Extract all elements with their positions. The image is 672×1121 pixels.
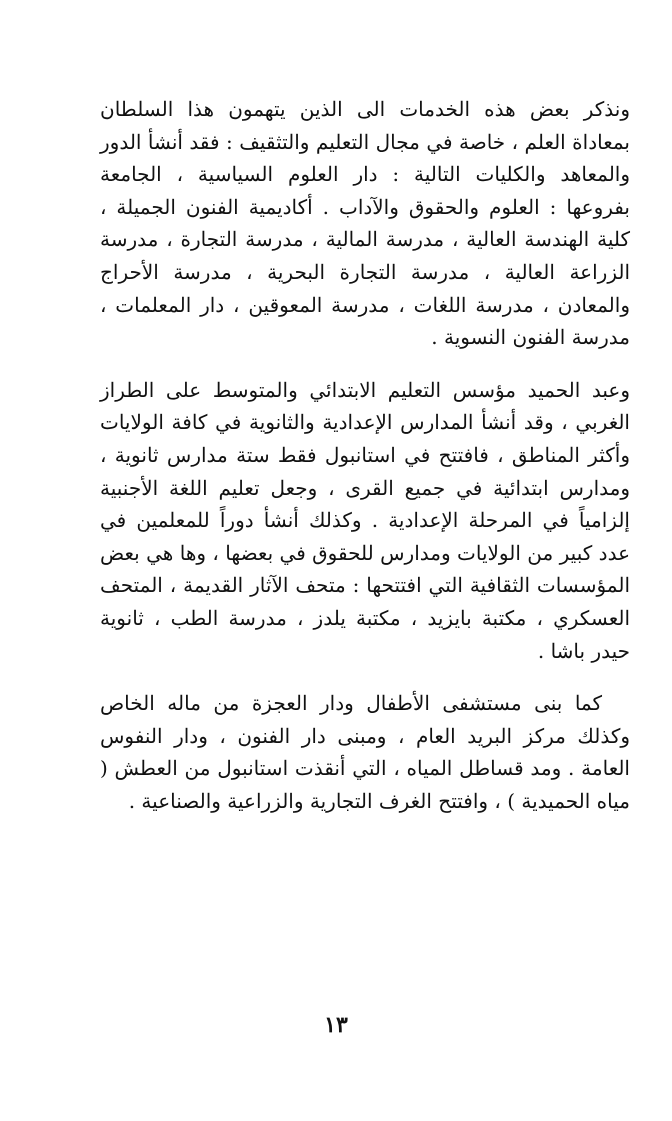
paragraph-schools-foundation: وعبد الحميد مؤسس التعليم الابتدائي والمتوسط على الطراز الغربي ، وقد أنشأ المدارس الإعدادية والثانوية في كافة الولايات وأكثر المناطق ، فافتتح في استانبول فقط ستة مدارس ثانوية ، ومدارس ابتدائية في جميع القرى ، وجعل تعليم اللغة الأجنبية إلزامياً في المرحلة الإعدادية . وكذلك أنشأ دوراً للمعلمين في عدد كبير من الولايات ومدارس للحقوق في بعضها ، وها هي بعض المؤسسات الثقافية التي افتتحها : متحف الآثار القديمة ، المتحف العسكري ، مكتبة بايزيد ، مكتبة يلدز ، مدرسة الطب ، ثانوية حيدر باشا .: [100, 377, 630, 663]
page-body: [100, 93, 630, 817]
paragraph-education-institutions: ونذكر بعض هذه الخدمات الى الذين يتهمون هذا السلطان بمعاداة العلم ، خاصة في مجال التعليم والتثقيف : فقد أنشأ الدور والمعاهد والكليات التالية : دار العلوم السياسية ، الجامعة بفروعها : العلوم والحقوق والآداب . أكاديمية الفنون الجميلة ، كلية الهندسة العالية ، مدرسة المالية ، مدرسة التجارة ، مدرسة الزراعة العالية ، مدرسة التجارة البحرية ، مدرسة الأحراج والمعادن ، مدرسة اللغات ، مدرسة المعوقين ، دار المعلمات ، مدرسة الفنون النسوية .: [100, 97, 630, 350]
paragraph-public-works: كما بنى مستشفى الأطفال ودار العجزة من ماله الخاص وكذلك مركز البريد العام ، ومبنى دار الفنون ، ودار النفوس العامة . ومد قساطل المياه ، التي أنقذت استانبول من العطش ( مياه الحميدية ) ، وافتتح الغرف التجارية والزراعية والصناعية .: [100, 691, 630, 813]
page-number: ١٣: [324, 1012, 348, 1038]
